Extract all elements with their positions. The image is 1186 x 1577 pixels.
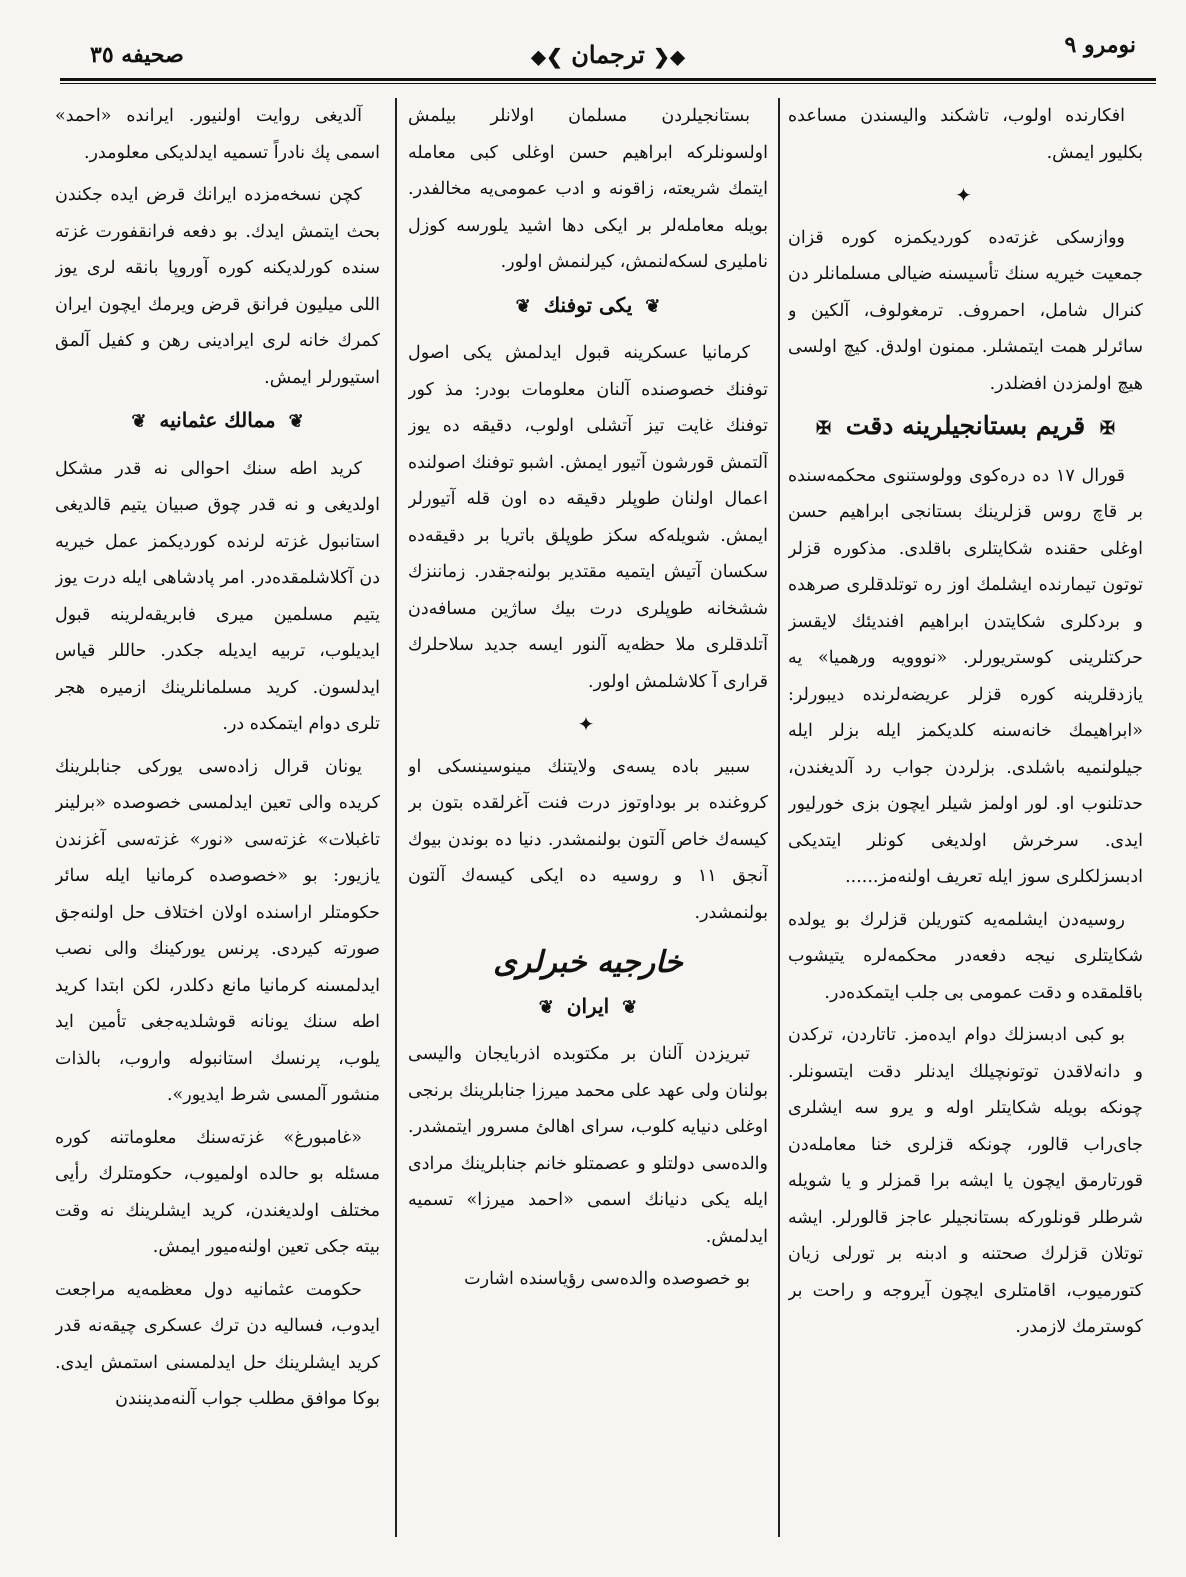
right-column: [788, 98, 1143, 1542]
ornament-icon: ❦: [515, 295, 531, 317]
section-title-foreign-news: خارجيه خبرلرى: [493, 945, 683, 980]
paragraph: روسيه‌دن ايشلمه‌يه كتوريلن قزلرك بو يولده شكايتلرى نيجه دفعه‌در محكمه‌لره يتيشوب باقلمقده و دقت عمومى بى جلب ايتمكده‌در.: [788, 909, 1143, 1003]
paragraph: بو خصوصده والده‌سى رؤياسنده اشارت: [464, 1269, 750, 1289]
paragraph: كرمانيا عسكرينه قبول ايدلمش يكى اصول توفنك خصوصنده آلنان معلومات بودر: مذ كور توفنك غايت تيز آتشلى اولوب، دقيقه ده يوز آلتمش قورشون آتيور ايمش. اشبو توفنك اصولنده اعمال اولنان طوپلر دقيقه ده اون قله آتيورلر ايمش. شويله‌كه سكز طوپلق باتريا بر دقيقه‌ده سكسان آتيش ايتميه مقتدير بولنه‌جقدر. زماننزك ششخانه طوپلرى درت بيك ساژين مسافه‌دن آتلدقلرى ملا حظه‌يه آلنور ايسه جديد سلاحلرك قرارى آ كلاشلمش اولور.: [408, 343, 768, 692]
paragraph: سبير باده يسه‌ى ولايتنك مينوسينسكى او كروغنده بر بوداوتوز درت فنت آغرلقده بتون بر كيسه‌ك خاص آلتون بولنمشدر. دنيا ده بوندن بيوك آنجق ١١ و روسيه ده ايكى كيسه‌ك آلتون بولنمشدر.: [408, 756, 768, 923]
ornament-icon: ◆❮: [653, 44, 686, 69]
paragraph: افكارنده اولوب، تاشكند واليسندن مساعده بكليور ايمش.: [788, 106, 1143, 163]
section-heading: ❦ يكى توفنك ❦: [515, 292, 661, 317]
paragraph: حكومت عثمانيه دول معظمه‌يه مراجعت ايدوب، فساليه دن ترك عسكرى چيقه‌نه قدر كريد ايشلرينك حل ايدلمسنى استمش ايدى. بوكا موافق مطلب جواب آلنه‌مدينندن: [55, 1279, 380, 1409]
middle-column: [408, 98, 768, 1542]
paragraph: آلديغى روايت اولنيور. ايرانده «احمد» اسمى پك نادراً تسميه ايدلديكى معلومدر.: [55, 106, 380, 163]
header-rule-thin: [60, 83, 1156, 84]
divider-ornament-icon: ✦: [955, 183, 976, 207]
page-number: صحيفه ٣٥: [90, 42, 184, 68]
section-heading: ✠ قريم بستانجيلرينه دقت ✠: [815, 411, 1116, 440]
paragraph: كريد اطه سنك احوالى نه قدر مشكل اولديغى و نه قدر چوق صبيان يتيم قالديغى استانبول غزته لرنده كورديكمز عمل خيريه دن آكلاشلمقده‌در. امر پادشاهى ايله درت يوز يتيم مسلمين ميرى فابريقه‌لرينه قبول ايديلوب، تربيه ايديله جكدر. حاللر قياس ايدلسون. كريد مسلمانلرينك ازميره هجر تلرى دوام ايتمكده در.: [55, 458, 380, 734]
paragraph: بو كبى ادبسزلك دوام ايده‌مز. تاتاردن، تركدن و دانه‌لاقدن توتونچيلك ايدنلر دقت ايتسونلر. چونكه بويله شكايتلر اوله و يرو سه ايشلرى جاى‌راب قالور، چونكه قزلرى خنا معامله‌دن قورتارمق ايچون يا ايشه برا قمزلر و يا شويله شرطلر قونلوركه بستانجيلر عاجز قالورلر. ايشه توتلان قزلرك صحتنه و ادبنه بر تورلى زيان كتورميوب، اقامتلرى ايچون آيروجه و راحت بر كوسترمك لازمدر.: [788, 1025, 1143, 1337]
newspaper-name: ترجمان: [571, 40, 645, 69]
issue-number: نومرو ٩: [1064, 32, 1136, 58]
section-heading: ❦ ايران ❦: [538, 993, 638, 1018]
paragraph: «غامبورغ» غزته‌سنك معلوماتنه كوره مسئله بو حالده اولميوب، حكومتلرك رأيى مختلف اولديغندن، كريد ايشلرينك نه وقت بيته جكى تعين اولنه‌ميور ايمش.: [55, 1127, 380, 1257]
paragraph: بستانجيلردن مسلمان اولانلر بيلمش اولسونلركه ابراهيم حسن اوغلى كبى معامله ايتمك شريعته، زاقونه و ادب عمومى‌يه مخالفدر. بويله معامله‌لر بر ايكى دها اشيد يلورسه كوزل نامليرى لسكه‌لنمش، كيرلنمش اولور.: [408, 106, 768, 272]
ornament-icon: ❦: [288, 411, 304, 432]
ornament-icon: ❦: [131, 411, 147, 432]
left-column: [55, 98, 380, 1542]
paragraph: قورال ١٧ ده دره‌كوى وولوستنوى محكمه‌سنده بر قاچ روس قزلرينك بستانجى ابراهيم حسن اوغلى حقنده شكايتلرى باقلدى. مذكوره قزلر توتون تيمارنده ايشلمك اوز ره توتلدقلرى صرهده و بردكلرى شكايتدن ابراهيم افنديئك لايقسز حركتلرينى كوستريورلر. «نووويه ورهميا» يه يازدقلرينه كوره قزلر عريضه‌لرنده ديبورلر: «ابراهيمك خانه‌سنه كلديكمز ايله بزلر ايله جيلولنميه باشلدى. بزلردن جواب رد آلديغندن، حدتلنوب او. لور اولمز شيلر ايچون بزى خورليور ايدى. سرخرش اولديغى كونلر ايتديكى ادبسزلكلرى سوز ايله تعريف اولنه‌مز......: [788, 465, 1143, 887]
paragraph: ووازسكى غزته‌ده كورديكمزه كوره قزان جمعيت خيريه سنك تأسيسنه ضيالى مسلمانلر دن كنرال شامل، احمروف. ترمغولوف، آلكين و سائرلر همت ايتمشلر. ممنون اولدق. كيچ اولسى هيچ اولمزدن افضلدر.: [788, 227, 1143, 394]
ornament-icon: ❦: [622, 996, 638, 1018]
column-divider: [395, 98, 397, 1537]
ornament-icon: ✠: [815, 418, 832, 439]
newspaper-title: [60, 40, 1156, 69]
ornament-icon: ✠: [1099, 418, 1116, 439]
column-divider: [778, 98, 780, 1537]
ornament-icon: ❯◆: [530, 44, 563, 69]
ornament-icon: ❦: [645, 295, 661, 317]
paragraph: يونان قرال زاده‌سى يوركى جنابلرينك كريده والى تعين ايدلمسى خصوصده «برلينر تاغبلات» غزته‌سى «نور» غزته‌سى آغزندن يازيور: بو «خصوصده كرمانيا ايله سائر حكومتلر اراسنده اولان اختلاف حل اولنه‌جق صورته كيردى. پرنس يوركينك والى نصب ايدلمسنه كرمانيا مانع دكلدر، لكن ابتدا كريد اطه سنك يونانه قوشلديه‌جغى تأمين ايد يلوب، پرنسك استانبوله واروب، بالذات منشور آلمسى شرط ايديور».: [55, 756, 380, 1105]
paragraph: تبريزدن آلنان بر مكتوبده اذربايجان واليسى بولنان ولى عهد على محمد ميرزا جنابلرينك برنجى اوغلى دنيايه كلوب، سراى اهالئ مسرور ايتمشدر. والده‌سى دولتلو و عصمتلو خانم جنابلرينك مرادى ايله يكى دنيانك اسمى «احمد ميرزا» تسميه ايدلمش.: [408, 1044, 768, 1247]
page-header: [60, 30, 1156, 90]
divider-ornament-icon: ✦: [577, 712, 599, 736]
paragraph: كچن نسخه‌مزده ايرانك قرض ايده جكندن بحث ايتمش ايدك. بو دفعه فرانقفورت غزته سنده كورلديكنه كوره آوروپا بانقه لرى يوز اللى ميليون فرانق قرض ويرمك ايچون ايران كمرك خانه لرى ايرادينى رهن و كفيل آلمق استيورلر ايمش.: [55, 185, 380, 388]
section-heading: ❦ ممالك عثمانيه ❦: [131, 408, 304, 432]
ornament-icon: ❦: [538, 996, 554, 1018]
header-rule: [60, 78, 1156, 81]
